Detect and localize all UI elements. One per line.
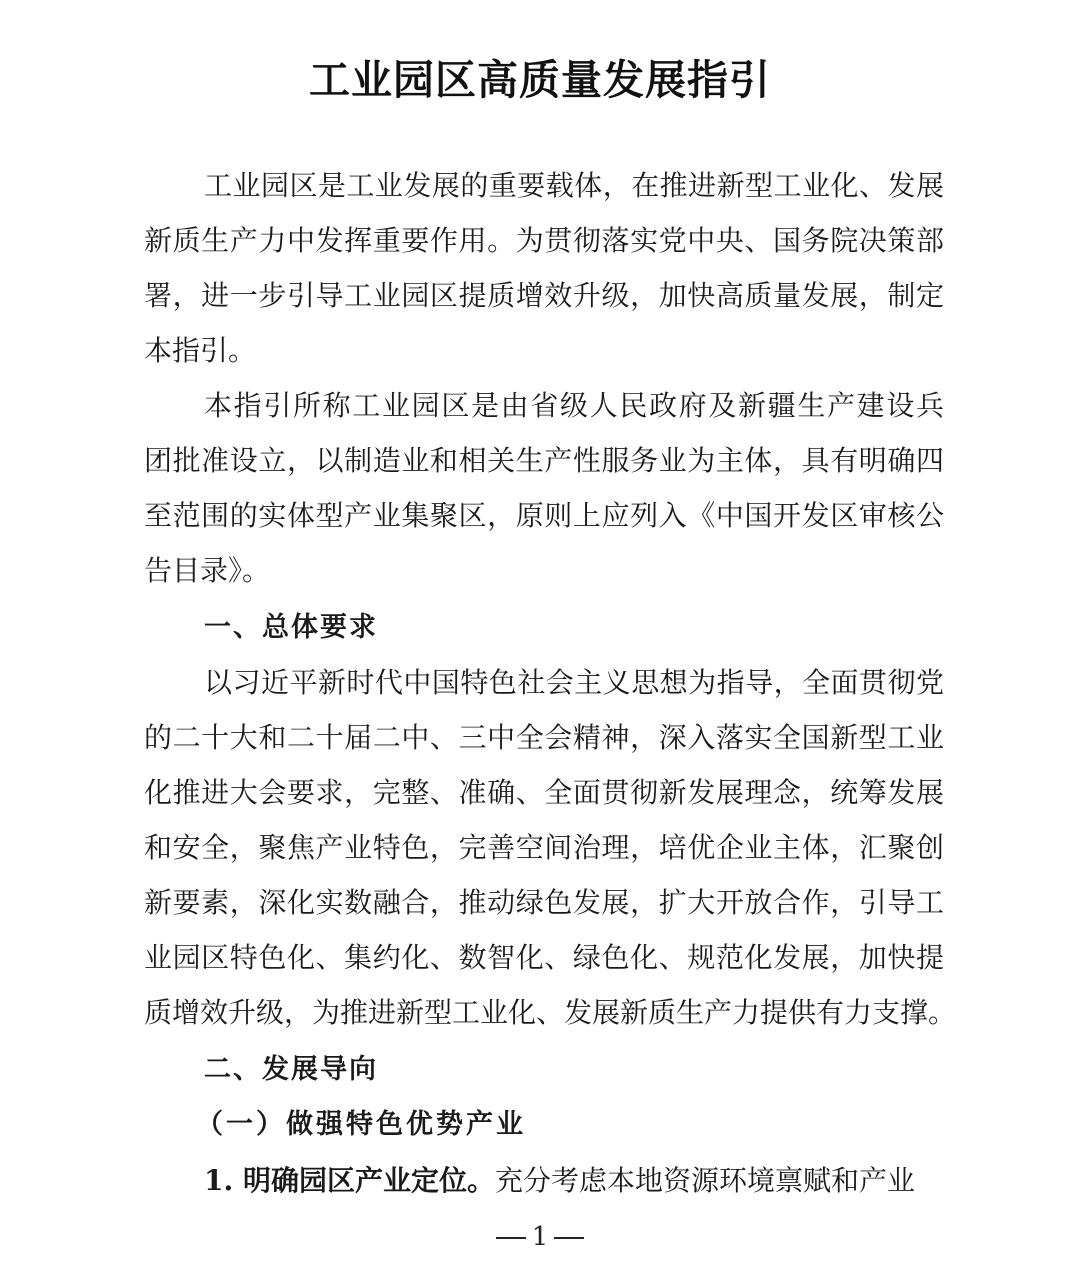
- section-2-subheading: （一）做强特色优势产业: [196, 1109, 526, 1140]
- paragraph-2-line-2: 团批准设立，以制造业和相关生产性服务业为主体，具有明确四: [144, 444, 944, 477]
- paragraph-1-line-1: 工业园区是工业发展的重要载体，在推进新型工业化、发展: [204, 169, 944, 202]
- section-2-heading: 二、发展导向: [204, 1054, 378, 1085]
- section-1-line-7: 质增效升级，为推进新型工业化、发展新质生产力提供有力支撑。: [144, 996, 957, 1029]
- section-1-line-5: 新要素，深化实数融合，推动绿色发展，扩大开放合作，引导工: [144, 886, 944, 919]
- paragraph-1-line-2: 新质生产力中发挥重要作用。为贯彻落实党中央、国务院决策部: [144, 224, 944, 257]
- section-1-line-3: 化推进大会要求，完整、准确、全面贯彻新发展理念，统筹发展: [144, 776, 944, 809]
- page-number-value: 1: [531, 1222, 549, 1252]
- section-1-line-2: 的二十大和二十届二中、三中全会精神，深入落实全国新型工业: [144, 721, 944, 754]
- paragraph-1-line-3: 署，进一步引导工业园区提质增效升级，加快高质量发展，制定: [144, 279, 944, 312]
- section-2-item-1: [204, 1161, 944, 1201]
- item-1-text: 充分考虑本地资源环境禀赋和产业: [494, 1164, 915, 1197]
- page-number: [0, 1222, 1080, 1252]
- paragraph-2-line-4: 告目录》。: [144, 554, 271, 587]
- item-1-label: 1. 明确园区产业定位。: [204, 1164, 495, 1197]
- section-1-heading: 一、总体要求: [204, 612, 378, 643]
- section-1-line-6: 业园区特色化、集约化、数智化、绿色化、规范化发展，加快提: [144, 941, 944, 974]
- paragraph-2-line-1: 本指引所称工业园区是由省级人民政府及新疆生产建设兵: [204, 389, 944, 422]
- section-1-line-1: 以习近平新时代中国特色社会主义思想为指导，全面贯彻党: [204, 666, 944, 699]
- page-number-dash-left: [496, 1237, 526, 1239]
- paragraph-2-line-3: 至范围的实体型产业集聚区，原则上应列入《中国开发区审核公: [144, 499, 944, 532]
- section-1-line-4: 和安全，聚焦产业特色，完善空间治理，培优企业主体，汇聚创: [144, 831, 944, 864]
- paragraph-1-line-4: 本指引。: [144, 334, 257, 367]
- document-title: 工业园区高质量发展指引: [309, 56, 771, 104]
- page-number-dash-right: [554, 1237, 584, 1239]
